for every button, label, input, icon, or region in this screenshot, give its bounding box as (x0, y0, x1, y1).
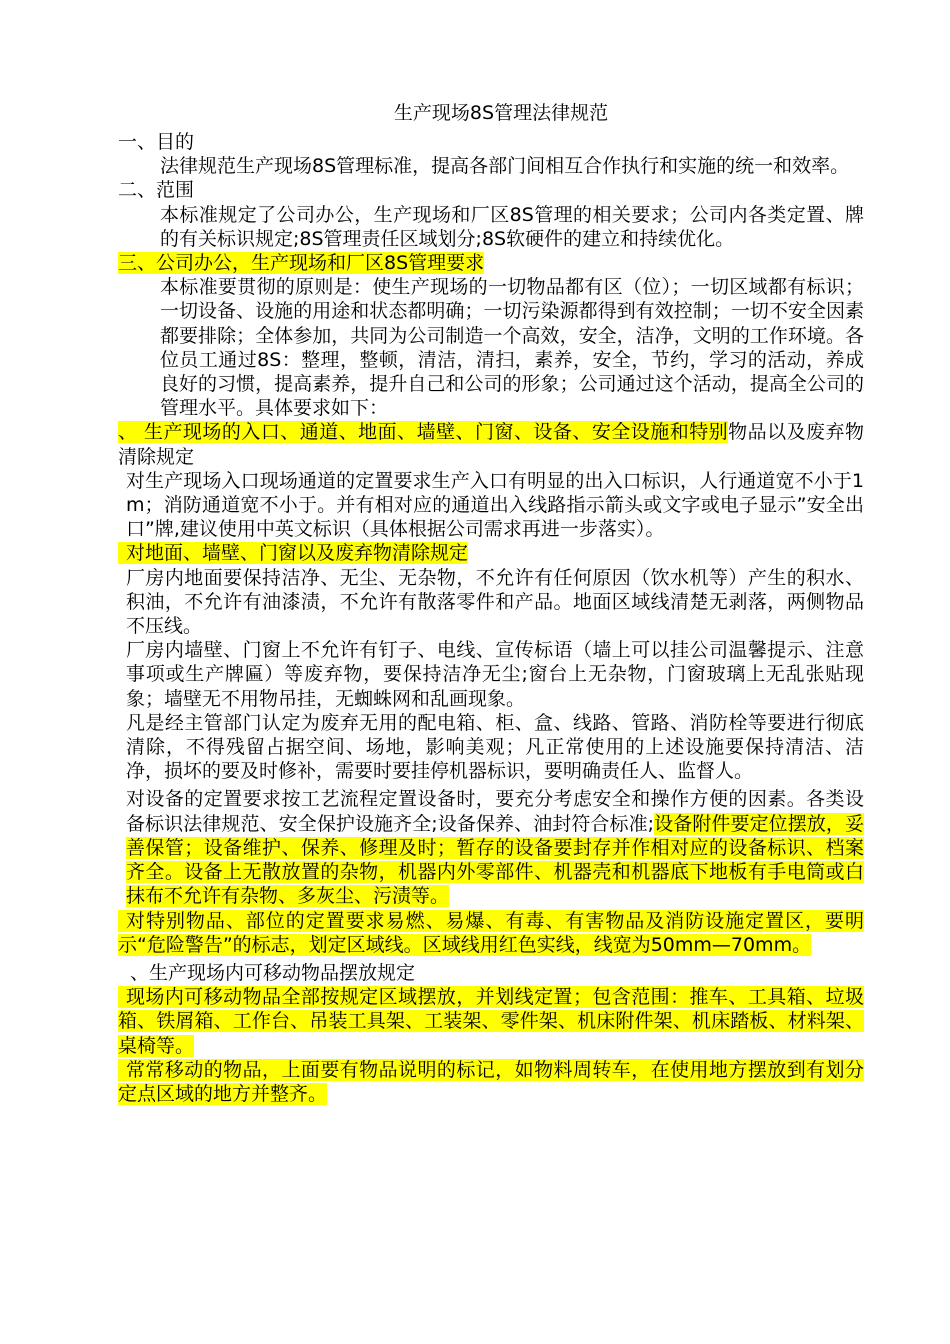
item-2-heading: 、生产现场内可移动物品摆放规定 (130, 961, 416, 984)
section-2-body: 本标准规定了公司办公，生产现场和厂区8S管理的相关要求；公司内各类定置、牌的有关标识规定;8S管理责任区域划分;8S软硬件的建立和持续优化。 (160, 203, 864, 250)
section-3-heading (118, 251, 864, 275)
item-1-sub-heading-highlight: 对地面、墙壁、门窗以及废弃物清除规定 (118, 542, 468, 564)
section-1-body: 法律规范生产现场8S管理标准，提高各部门间相互合作执行和实施的统一和效率。 (160, 155, 850, 178)
document-page (118, 98, 864, 1106)
section-3-body: 本标准要贯彻的原则是：使生产现场的一切物品都有区（位）；一切区域都有标识；一切设备、设施的用途和状态都明确；一切污染源都得到有效控制；一切不安全因素都要排除；全体参加，共同为公司制造一个高效，安全，洁净，文明的工作环境。各位员工通过8S：整理，整顿，清洁，清扫，素养，安全，节约，学习的活动，养成良好的习惯，提高素养，提升自己和公司的形象；公司通过这个活动，提高全公司的管理水平。具体要求如下： (160, 276, 864, 420)
section-2-heading: 二、范围 (118, 179, 195, 202)
item-1-heading-highlight: 、 生产现场的入口、通道、地面、墙壁、门窗、设备、安全设施和特别 (118, 421, 729, 444)
item-1-paragraph-6-highlight: 对特别物品、部位的定置要求易燃、易爆、有毒、有害物品及消防设施定置区，要明示“危险警告”的标志，划定区域线。区域线用红色实线，线宽为50mm—70mm。 (118, 909, 864, 956)
item-1-paragraph-3: 厂房内墙壁、门窗上不允许有钉子、电线、宣传标语（墙上可以挂公司温馨提示、注意事项或生产牌匾）等废弃物，要保持洁净无尘;窗台上无杂物，门窗玻璃上无乱张贴现象；墙壁无不用物吊挂，无蜘蛛网和乱画现象。 (126, 639, 864, 710)
item-2-paragraph-2-highlight: 常常移动的物品，上面要有物品说明的标记，如物料周转车，在使用地方摆放到有划分定点区域的地方并整齐。 (118, 1058, 864, 1105)
item-2-paragraph-1 (118, 985, 864, 1058)
item-1-heading-rest: 物品以及废弃物清除规定 (118, 421, 864, 468)
item-1-paragraph-5 (118, 787, 864, 908)
item-1-paragraph-6 (118, 909, 864, 957)
item-1-paragraph-2: 厂房内地面要保持洁净、无尘、无杂物，不允许有任何原因（饮水机等）产生的积水、积油，不允许有油漆渍，不允许有散落零件和产品。地面区域线清楚无剥落，两侧物品不压线。 (126, 566, 864, 638)
item-1-paragraph-5-plain: 对设备的定置要求按工艺流程定置设备时，要充分考虑安全和操作方便的因素。各类设备标识法律规范、安全保护设施齐全;设备保养、油封符合标准; (126, 788, 864, 835)
item-1-heading (118, 420, 864, 468)
item-1-sub-heading (118, 541, 864, 565)
page-title: 生产现场8S管理法律规范 (393, 102, 609, 124)
item-2-paragraph-1-highlight: 现场内可移动物品全部按规定区域摆放，并划线定置；包含范围：推车、工具箱、垃圾箱、铁屑箱、工作台、吊装工具架、工装架、零件架、机床附件架、机床踏板、材料架、桌椅等。 (118, 986, 864, 1057)
item-1-paragraph-4: 凡是经主管部门认定为废弃无用的配电箱、柜、盒、线路、管路、消防栓等要进行彻底清除，不得残留占据空间、场地，影响美观；凡正常使用的上述设施要保持清洁、洁净，损坏的要及时修补，需要时要挂停机器标识，要明确责任人、监督人。 (126, 711, 864, 783)
section-1-heading: 一、目的 (118, 131, 195, 153)
item-1-paragraph-5-highlight: 设备附件要定位摆放，妥善保管；设备维护、保养、修理及时；暂存的设备要封存并作相对应的设备标识、档案齐全。设备上无散放置的杂物，机器内外零部件、机器壳和机器底下地板有手电筒或白抹布不允许有杂物、多灰尘、污渍等。 (126, 812, 864, 908)
item-2-paragraph-2 (118, 1058, 864, 1106)
section-3-heading-highlight: 三、公司办公，生产现场和厂区8S管理要求 (118, 252, 485, 275)
item-1-paragraph-1: 对生产现场入口现场通道的定置要求生产入口有明显的出入口标识，人行通道宽不小于1m；消防通道宽不小于。并有相对应的通道出入线路指示箭头或文字或电子显示”安全出口”牌,建议使用中英文标识（具体根据公司需求再进一步落实）。 (126, 469, 864, 541)
